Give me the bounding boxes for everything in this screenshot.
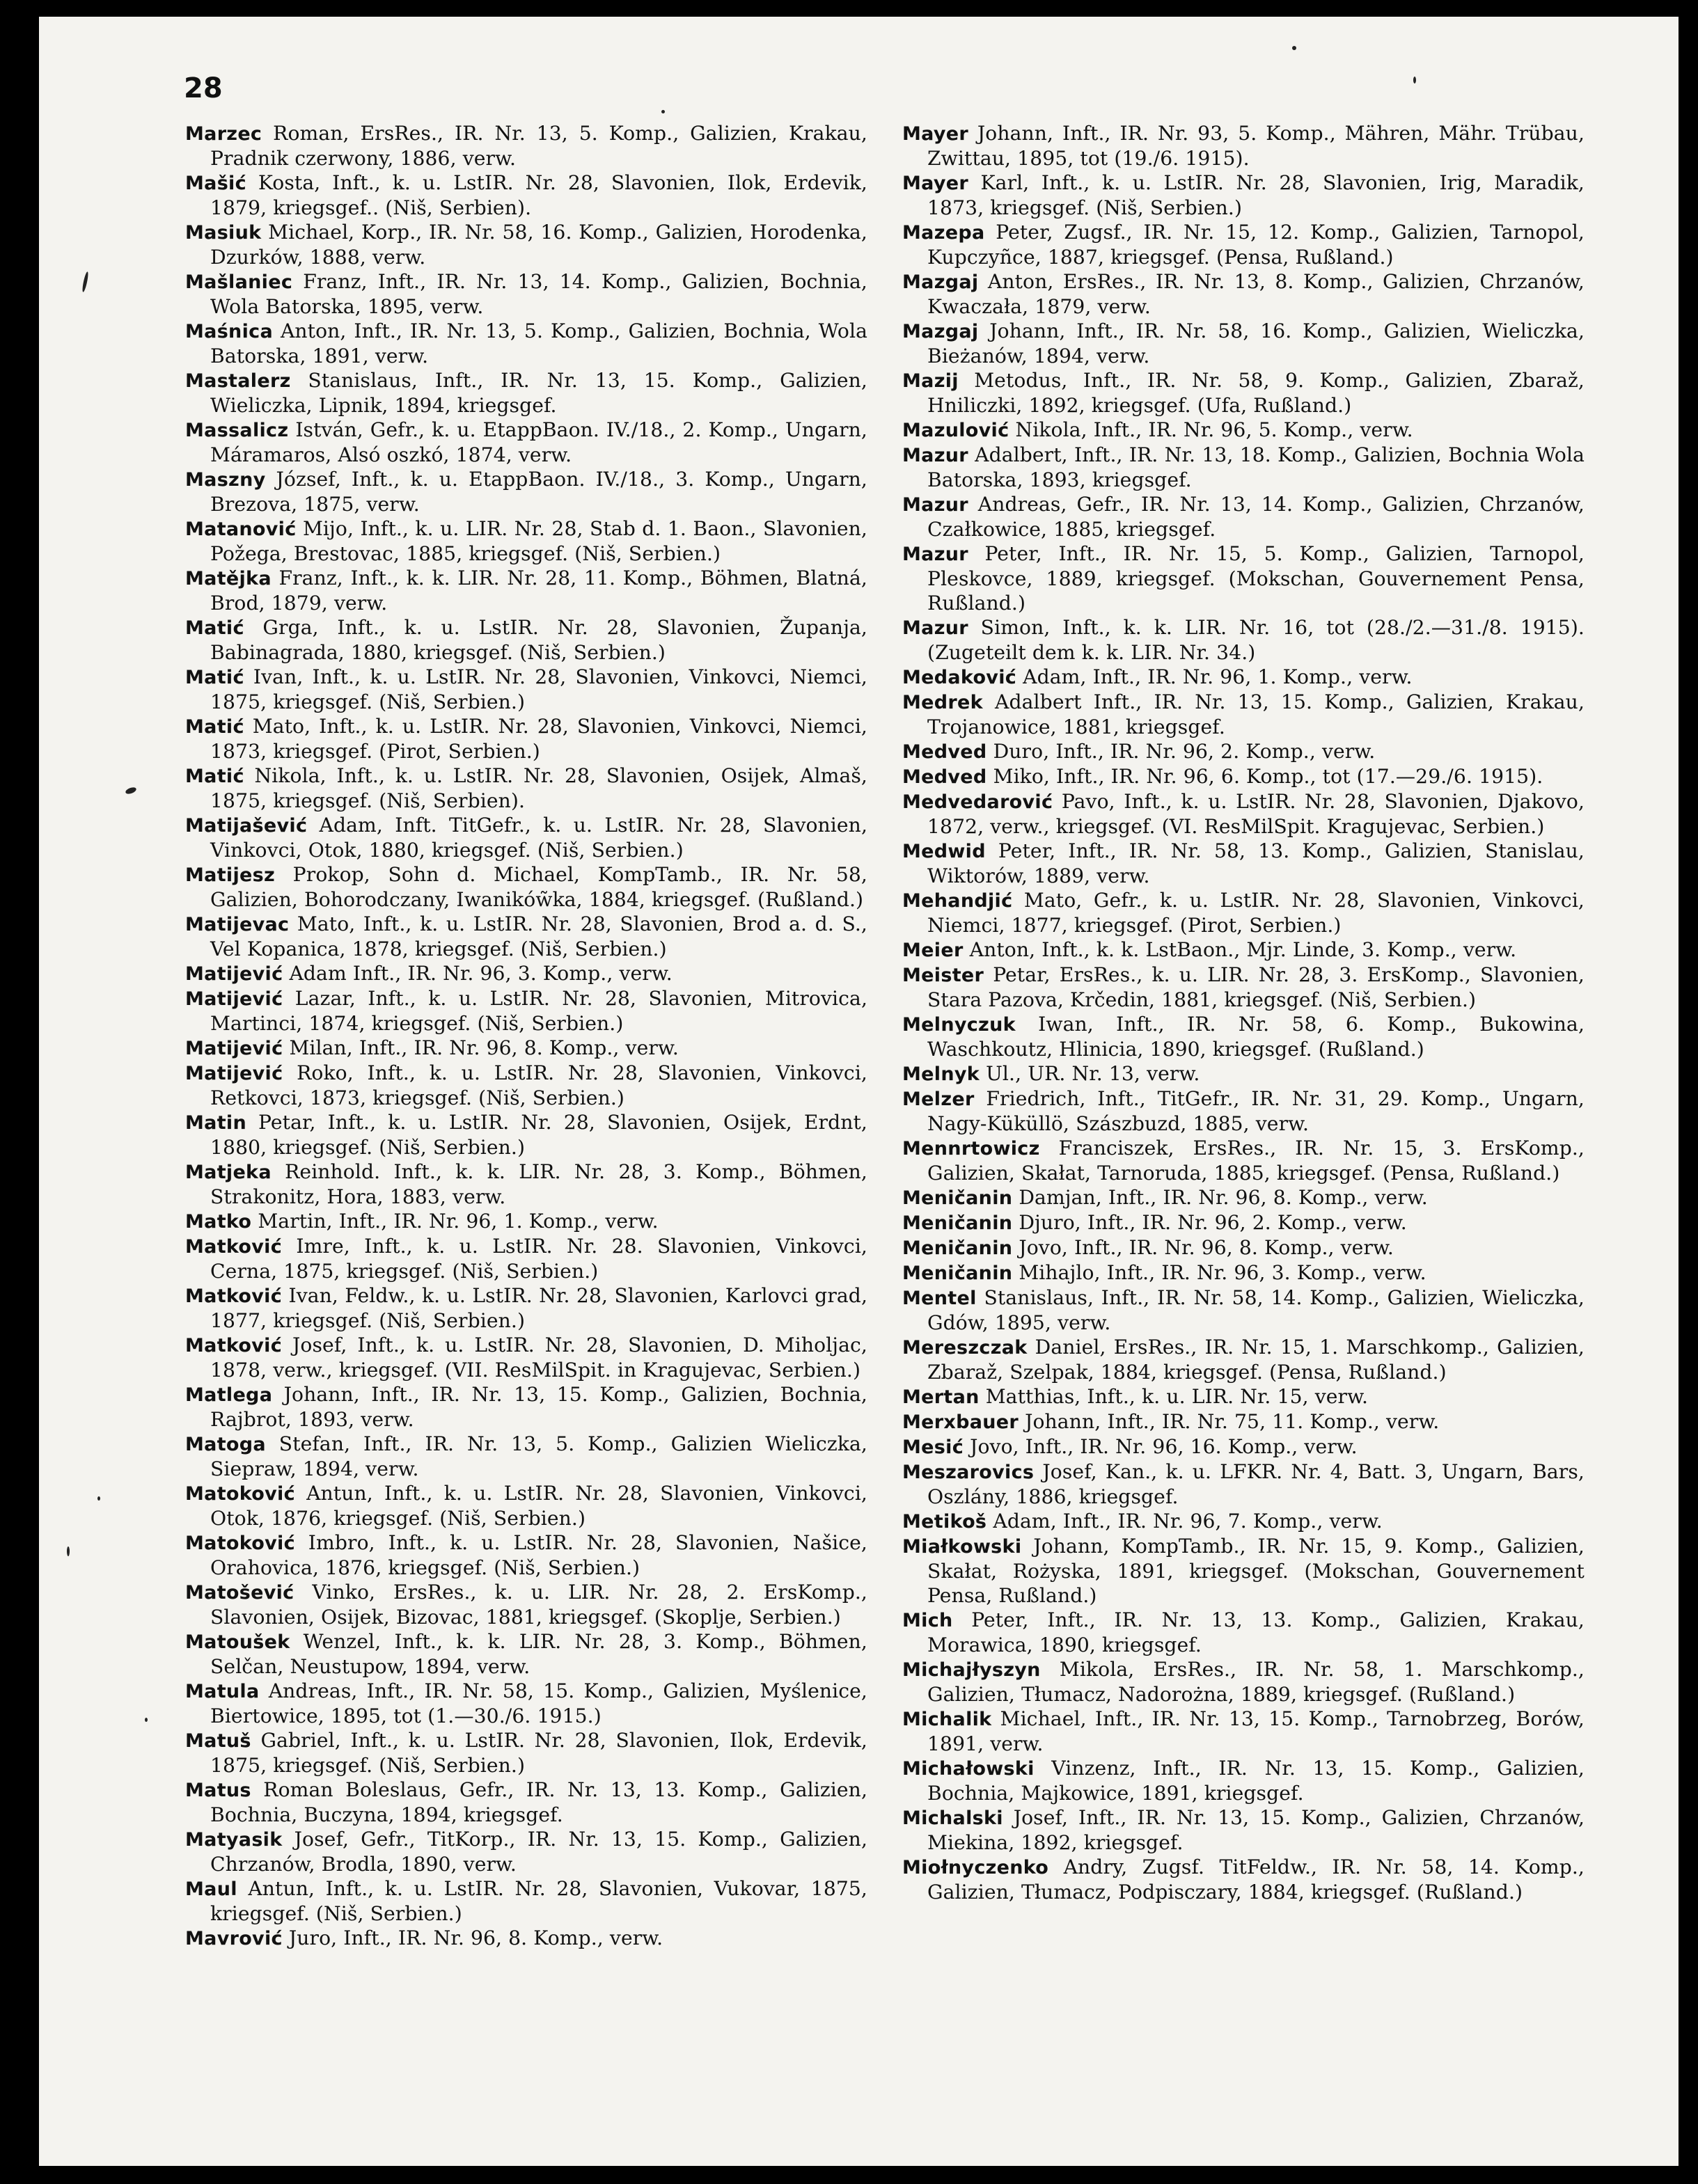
entry-details: Josef, Inft., IR. Nr. 13, 15. Komp., Galizien, Chrzanów, Miekina, 1892, kriegsgef. bbox=[927, 1806, 1585, 1854]
entry-details: Nikola, Inft., k. u. LstIR. Nr. 28, Slavonien, Osijek, Almaš, 1875, kriegsgef. (Niš, Serbien). bbox=[210, 764, 867, 812]
entry-surname: Matoga bbox=[185, 1434, 266, 1455]
entry-surname: Matin bbox=[185, 1112, 246, 1134]
entry-details: Wenzel, Inft., k. k. LIR. Nr. 28, 3. Komp., Böhmen, Selčan, Neustupow, 1894, verw. bbox=[210, 1630, 867, 1678]
register-entry bbox=[902, 1285, 1585, 1335]
entry-details: Vinzenz, Inft., IR. Nr. 13, 15. Komp., Galizien, Bochnia, Majkowice, 1891, kriegsgef. bbox=[927, 1757, 1585, 1805]
entry-surname: Mentel bbox=[902, 1288, 977, 1309]
entry-surname: Matko bbox=[185, 1211, 252, 1233]
register-entry bbox=[185, 1827, 867, 1876]
entry-details: Andry, Zugsf. TitFeldw., IR. Nr. 58, 14. Komp., Galizien, Tłumacz, Podpisczary, 1884, kriegsgef. (Rußland.) bbox=[927, 1855, 1585, 1904]
register-entry bbox=[185, 467, 867, 516]
entry-surname: Matić bbox=[185, 617, 244, 639]
register-entry bbox=[185, 1061, 867, 1110]
entry-surname: Mastalerz bbox=[185, 370, 291, 392]
entry-details: Djuro, Inft., IR. Nr. 96, 2. Komp., verw. bbox=[1012, 1211, 1407, 1234]
register-entry bbox=[902, 1185, 1585, 1210]
entry-details: Nikola, Inft., IR. Nr. 96, 5. Komp., verw. bbox=[1009, 418, 1413, 441]
entry-details: Michael, Korp., IR. Nr. 58, 16. Komp., Galizien, Horodenka, Dzurków, 1888, verw. bbox=[210, 221, 867, 269]
entry-surname: Meničanin bbox=[902, 1263, 1013, 1284]
entry-surname: Mazgaj bbox=[902, 321, 979, 342]
entry-surname: Medwid bbox=[902, 841, 986, 862]
register-entry bbox=[185, 566, 867, 615]
register-entry bbox=[185, 986, 867, 1036]
register-entry bbox=[185, 1110, 867, 1160]
entry-details: Metodus, Inft., IR. Nr. 58, 9. Komp., Galizien, Zbaraž, Hniliczki, 1892, kriegsgef. (Ufa, Rußland.) bbox=[927, 369, 1585, 417]
entry-surname: Melnyczuk bbox=[902, 1014, 1016, 1036]
entry-details: Adalbert, Inft., IR. Nr. 13, 18. Komp., Galizien, Bochnia Wola Batorska, 1893, kriegsgef. bbox=[927, 443, 1585, 491]
entry-details: Stanislaus, Inft., IR. Nr. 58, 14. Komp., Galizien, Wieliczka, Gdów, 1895, verw. bbox=[927, 1286, 1585, 1334]
register-entry bbox=[185, 714, 867, 763]
register-entry bbox=[185, 1926, 867, 1951]
register-entry bbox=[902, 269, 1585, 319]
entry-details: Mato, Inft., k. u. LstIR. Nr. 28, Slavonien, Vinkovci, Niemci, 1873, kriegsgef. (Pirot, Serbien.) bbox=[210, 715, 867, 763]
register-entry bbox=[185, 862, 867, 912]
register-entry bbox=[902, 665, 1585, 690]
entry-details: Petar, ErsRes., k. u. LIR. Nr. 28, 3. ErsKomp., Slavonien, Stara Pazova, Krčedin, 1881, kriegsgef. (Niš, Serbien.) bbox=[927, 963, 1585, 1011]
entry-details: József, Inft., k. u. EtappBaon. IV./18., 3. Komp., Ungarn, Brezova, 1875, verw. bbox=[210, 468, 867, 516]
register-entry bbox=[185, 1160, 867, 1209]
entry-surname: Massalicz bbox=[185, 420, 289, 441]
entry-details: Iwan, Inft., IR. Nr. 58, 6. Komp., Bukowina, Waschkoutz, Hlinicia, 1890, kriegsgef. (Rußland.) bbox=[927, 1013, 1585, 1061]
entry-details: Imre, Inft., k. u. LstIR. Nr. 28. Slavonien, Vinkovci, Cerna, 1875, kriegsgef. (Niš, Serbien.) bbox=[210, 1235, 867, 1283]
entry-surname: Medrek bbox=[902, 692, 983, 713]
register-entry bbox=[185, 516, 867, 566]
entry-surname: Melzer bbox=[902, 1089, 975, 1110]
register-entry bbox=[902, 1756, 1585, 1805]
entry-details: Ul., UR. Nr. 13, verw. bbox=[980, 1062, 1200, 1085]
entry-details: Gabriel, Inft., k. u. LstIR. Nr. 28, Slavonien, Ilok, Erdevik, 1875, kriegsgef. (Niš, Serbien.) bbox=[210, 1729, 867, 1777]
entry-surname: Matus bbox=[185, 1780, 251, 1801]
register-entry bbox=[185, 1036, 867, 1061]
entry-details: Ivan, Inft., k. u. LstIR. Nr. 28, Slavonien, Vinkovci, Niemci, 1875, kriegsgef. (Niš, Serbien.) bbox=[210, 665, 867, 713]
entry-surname: Matlega bbox=[185, 1384, 273, 1406]
entry-surname: Mazij bbox=[902, 370, 959, 392]
entry-surname: Matijašević bbox=[185, 815, 308, 837]
entry-surname: Mašić bbox=[185, 173, 246, 194]
register-entry bbox=[902, 1509, 1585, 1534]
entry-details: Martin, Inft., IR. Nr. 96, 1. Komp., verw. bbox=[251, 1210, 659, 1233]
register-entry bbox=[185, 1234, 867, 1283]
register-entry bbox=[185, 171, 867, 220]
entry-details: Peter, Inft., IR. Nr. 15, 5. Komp., Galizien, Tarnopol, Pleskovce, 1889, kriegsgef. (Mokschan, Gouvernement Pensa, Rußland.) bbox=[927, 542, 1585, 615]
right-column bbox=[902, 121, 1585, 1904]
scan-speck bbox=[125, 786, 137, 796]
entry-details: Grga, Inft., k. u. LstIR. Nr. 28, Slavonien, Županja, Babinagrada, 1880, kriegsgef. (Niš, Serbien.) bbox=[210, 616, 867, 664]
entry-details: Reinhold. Inft., k. k. LIR. Nr. 28, 3. Komp., Böhmen, Strakonitz, Hora, 1883, verw. bbox=[210, 1160, 867, 1208]
register-entry bbox=[185, 1333, 867, 1382]
entry-details: Roman Boleslaus, Gefr., IR. Nr. 13, 13. Komp., Galizien, Bochnia, Buczyna, 1894, kriegsgef. bbox=[210, 1778, 867, 1826]
entry-details: Miko, Inft., IR. Nr. 96, 6. Komp., tot (17.—29./6. 1915). bbox=[986, 765, 1543, 788]
entry-surname: Mazur bbox=[902, 617, 968, 639]
register-entry bbox=[185, 1778, 867, 1827]
entry-details: Ivan, Feldw., k. u. LstIR. Nr. 28, Slavonien, Karlovci grad, 1877, kriegsgef. (Niš, Serbien.) bbox=[210, 1284, 867, 1332]
entry-surname: Meničanin bbox=[902, 1237, 1013, 1259]
page-number: 28 bbox=[184, 72, 223, 104]
entry-details: Adalbert Inft., IR. Nr. 13, 15. Komp., Galizien, Krakau, Trojanowice, 1881, kriegsgef. bbox=[927, 690, 1585, 738]
entry-surname: Mennrtowicz bbox=[902, 1138, 1040, 1160]
register-entry bbox=[185, 1876, 867, 1926]
entry-details: Roman, ErsRes., IR. Nr. 13, 5. Komp., Galizien, Krakau, Pradnik czerwony, 1886, verw. bbox=[210, 122, 867, 170]
entry-details: Damjan, Inft., IR. Nr. 96, 8. Komp., verw. bbox=[1012, 1186, 1428, 1209]
entry-surname: Miałkowski bbox=[902, 1536, 1022, 1558]
entry-surname: Matijević bbox=[185, 988, 283, 1010]
entry-surname: Matić bbox=[185, 716, 244, 738]
register-entry bbox=[185, 319, 867, 368]
entry-surname: Mayer bbox=[902, 123, 968, 145]
entry-details: Roko, Inft., k. u. LstIR. Nr. 28, Slavonien, Vinkovci, Retkovci, 1873, kriegsgef. (Niš, Serbien.) bbox=[210, 1061, 867, 1109]
register-entry bbox=[902, 1855, 1585, 1904]
register-entry bbox=[902, 418, 1585, 443]
entry-surname: Meničanin bbox=[902, 1212, 1013, 1234]
entry-surname: Maul bbox=[185, 1878, 237, 1900]
entry-details: Peter, Inft., IR. Nr. 58, 13. Komp., Galizien, Stanislau, Wiktorów, 1889, verw. bbox=[927, 839, 1585, 887]
entry-details: Josef, Kan., k. u. LFKR. Nr. 4, Batt. 3, Ungarn, Bars, Oszlány, 1886, kriegsgef. bbox=[927, 1460, 1585, 1508]
entry-details: Peter, Inft., IR. Nr. 13, 13. Komp., Galizien, Krakau, Morawica, 1890, kriegsgef. bbox=[927, 1608, 1585, 1656]
entry-surname: Matjeka bbox=[185, 1162, 272, 1183]
register-entry bbox=[185, 1580, 867, 1629]
scan-border-bottom bbox=[0, 2166, 1698, 2184]
entry-surname: Masiuk bbox=[185, 222, 262, 244]
scan-speck bbox=[1413, 77, 1416, 84]
entry-surname: Matošević bbox=[185, 1582, 294, 1604]
entry-surname: Matić bbox=[185, 667, 244, 688]
entry-details: Lazar, Inft., k. u. LstIR. Nr. 28, Slavonien, Mitrovica, Martinci, 1874, kriegsgef. (Niš, Serbien.) bbox=[210, 987, 867, 1035]
entry-surname: Matijević bbox=[185, 1063, 283, 1084]
register-entry bbox=[902, 690, 1585, 739]
entry-surname: Matějka bbox=[185, 568, 272, 589]
entry-details: Anton, Inft., k. k. LstBaon., Mjr. Linde, 3. Komp., verw. bbox=[963, 938, 1517, 961]
register-entry bbox=[902, 739, 1585, 764]
register-entry bbox=[902, 1608, 1585, 1657]
entry-surname: Matijesz bbox=[185, 864, 276, 886]
entry-details: Antun, Inft., k. u. LstIR. Nr. 28, Slavonien, Vukovar, 1875, kriegsgef. (Niš, Serbien.) bbox=[210, 1877, 867, 1925]
entry-details: Adam Inft., IR. Nr. 96, 3. Komp., verw. bbox=[283, 962, 673, 985]
entry-surname: Meszarovics bbox=[902, 1462, 1035, 1483]
register-entry bbox=[902, 1805, 1585, 1855]
scan-border-top bbox=[0, 0, 1698, 17]
entry-surname: Matijević bbox=[185, 1038, 283, 1059]
register-entry bbox=[902, 615, 1585, 665]
entry-details: Johann, Inft., IR. Nr. 93, 5. Komp., Mähren, Mähr. Trübau, Zwittau, 1895, tot (19./6. 1915). bbox=[927, 122, 1585, 170]
entry-surname: Mazulović bbox=[902, 420, 1009, 441]
entry-details: Michael, Inft., IR. Nr. 13, 15. Komp., Tarnobrzeg, Borów, 1891, verw. bbox=[927, 1707, 1585, 1755]
register-entry bbox=[185, 1209, 867, 1234]
entry-surname: Matković bbox=[185, 1335, 283, 1356]
entry-surname: Miołnyczenko bbox=[902, 1857, 1049, 1878]
register-entry bbox=[902, 1260, 1585, 1285]
entry-details: Karl, Inft., k. u. LstIR. Nr. 28, Slavonien, Irig, Maradik, 1873, kriegsgef. (Niš, Serbien.) bbox=[927, 171, 1585, 219]
entry-surname: Medved bbox=[902, 741, 987, 763]
entry-surname: Matoušek bbox=[185, 1631, 290, 1653]
entry-details: Johann, KompTamb., IR. Nr. 15, 9. Komp., Galizien, Skałat, Rożyska, 1891, kriegsgef. (Mokschan, Gouvernement Pensa, Rußland.) bbox=[927, 1535, 1585, 1607]
register-entry bbox=[902, 171, 1585, 220]
entry-details: Jovo, Inft., IR. Nr. 96, 8. Komp., verw. bbox=[1012, 1236, 1394, 1259]
entry-details: Mato, Gefr., k. u. LstIR. Nr. 28, Slavonien, Vinkovci, Niemci, 1877, kriegsgef. (Pirot, Serbien.) bbox=[927, 889, 1585, 937]
entry-surname: Merxbauer bbox=[902, 1411, 1019, 1433]
entry-details: Mihajlo, Inft., IR. Nr. 96, 3. Komp., verw. bbox=[1012, 1261, 1426, 1284]
entry-details: Kosta, Inft., k. u. LstIR. Nr. 28, Slavonien, Ilok, Erdevik, 1879, kriegsgef.. (Niš, Serbien). bbox=[210, 171, 867, 219]
register-entry bbox=[902, 1657, 1585, 1707]
entry-details: Daniel, ErsRes., IR. Nr. 15, 1. Marschkomp., Galizien, Zbaraž, Szelpak, 1884, kriegsgef. (Pensa, Rußland.) bbox=[927, 1336, 1585, 1384]
entry-details: Josef, Inft., k. u. LstIR. Nr. 28, Slavonien, D. Miholjac, 1878, verw., kriegsgef. (VII. ResMilSpit. in Kragujevac, Serbien.) bbox=[210, 1334, 867, 1382]
entry-surname: Meister bbox=[902, 965, 984, 986]
entry-details: Vinko, ErsRes., k. u. LIR. Nr. 28, 2. ErsKomp., Slavonien, Osijek, Bizovac, 1881, kriegsgef. (Skoplje, Serbien.) bbox=[210, 1581, 867, 1629]
register-entry bbox=[902, 368, 1585, 418]
entry-details: Milan, Inft., IR. Nr. 96, 8. Komp., verw. bbox=[283, 1036, 679, 1059]
left-column bbox=[185, 121, 867, 1951]
entry-details: Johann, Inft., IR. Nr. 13, 15. Komp., Galizien, Bochnia, Rajbrot, 1893, verw. bbox=[210, 1383, 867, 1431]
entry-surname: Matković bbox=[185, 1285, 283, 1307]
register-entry bbox=[185, 1728, 867, 1778]
register-entry bbox=[185, 912, 867, 961]
register-entry bbox=[185, 1530, 867, 1580]
register-entry bbox=[185, 1283, 867, 1333]
register-entry bbox=[902, 1086, 1585, 1136]
entry-surname: Mazur bbox=[902, 494, 968, 516]
entry-surname: Maszny bbox=[185, 469, 266, 491]
register-entry bbox=[902, 789, 1585, 839]
register-entry bbox=[902, 1534, 1585, 1608]
entry-surname: Matula bbox=[185, 1681, 260, 1702]
register-entry bbox=[902, 1061, 1585, 1086]
register-entry bbox=[902, 764, 1585, 789]
entry-details: Franz, Inft., IR. Nr. 13, 14. Komp., Galizien, Bochnia, Wola Batorska, 1895, verw. bbox=[210, 270, 867, 318]
entry-surname: Mesić bbox=[902, 1437, 964, 1458]
scan-speck bbox=[67, 1546, 70, 1556]
scan-speck bbox=[81, 271, 89, 292]
register-entry bbox=[185, 1629, 867, 1679]
entry-details: Duro, Inft., IR. Nr. 96, 2. Komp., verw. bbox=[986, 740, 1376, 763]
scan-speck bbox=[1292, 46, 1296, 50]
register-entry bbox=[902, 1707, 1585, 1756]
entry-details: Jovo, Inft., IR. Nr. 96, 16. Komp., verw. bbox=[964, 1435, 1358, 1458]
entry-details: Petar, Inft., k. u. LstIR. Nr. 28, Slavonien, Osijek, Erdnt, 1880, kriegsgef. (Niš, Serbien.) bbox=[210, 1111, 867, 1159]
register-entry bbox=[185, 665, 867, 714]
entry-details: Peter, Zugsf., IR. Nr. 15, 12. Komp., Galizien, Tarnopol, Kupczyñce, 1887, kriegsgef. (Pensa, Rußland.) bbox=[927, 221, 1585, 269]
register-entry bbox=[185, 269, 867, 319]
entry-details: Johann, Inft., IR. Nr. 75, 11. Komp., verw. bbox=[1019, 1410, 1440, 1433]
entry-surname: Mazur bbox=[902, 544, 968, 565]
entry-details: Stanislaus, Inft., IR. Nr. 13, 15. Komp., Galizien, Wieliczka, Lipnik, 1894, kriegsgef. bbox=[210, 369, 867, 417]
entry-details: Matthias, Inft., k. u. LIR. Nr. 15, verw. bbox=[979, 1385, 1369, 1408]
entry-surname: Medvedarović bbox=[902, 791, 1053, 813]
register-entry bbox=[902, 541, 1585, 615]
entry-surname: Medved bbox=[902, 766, 987, 788]
entry-surname: Mavrović bbox=[185, 1928, 283, 1949]
entry-surname: Matijevac bbox=[185, 914, 290, 935]
register-entry bbox=[902, 492, 1585, 541]
entry-surname: Michałowski bbox=[902, 1758, 1035, 1780]
entry-details: Adam, Inft., IR. Nr. 96, 7. Komp., verw. bbox=[986, 1510, 1383, 1533]
entry-details: Anton, Inft., IR. Nr. 13, 5. Komp., Galizien, Bochnia, Wola Batorska, 1891, verw. bbox=[210, 319, 867, 367]
entry-details: Mikola, ErsRes., IR. Nr. 58, 1. Marschkomp., Galizien, Tłumacz, Nadorożna, 1889, kriegsgef. (Rußland.) bbox=[927, 1658, 1585, 1706]
register-entry bbox=[902, 1409, 1585, 1434]
entry-surname: Matanović bbox=[185, 519, 297, 540]
register-entry bbox=[185, 763, 867, 813]
entry-details: Stefan, Inft., IR. Nr. 13, 5. Komp., Galizien Wieliczka, Siepraw, 1894, verw. bbox=[210, 1432, 867, 1480]
entry-surname: Meier bbox=[902, 940, 964, 961]
register-entry bbox=[185, 368, 867, 418]
register-entry bbox=[902, 839, 1585, 888]
register-entry bbox=[902, 1459, 1585, 1509]
entry-details: Antun, Inft., k. u. LstIR. Nr. 28, Slavonien, Vinkovci, Otok, 1876, kriegsgef. (Niš, Serbien.) bbox=[210, 1482, 867, 1530]
entry-details: Prokop, Sohn d. Michael, KompTamb., IR. Nr. 58, Galizien, Bohorodczany, Iwaników̃ka, 1884, kriegsgef. (Rußland.) bbox=[210, 863, 867, 911]
entry-details: Johann, Inft., IR. Nr. 58, 16. Komp., Galizien, Wieliczka, Bieżanów, 1894, verw. bbox=[927, 319, 1585, 367]
entry-surname: Mazgaj bbox=[902, 271, 979, 293]
entry-surname: Mereszczak bbox=[902, 1337, 1028, 1359]
entry-surname: Matoković bbox=[185, 1483, 295, 1505]
entry-surname: Metikoš bbox=[902, 1511, 987, 1533]
entry-details: Friedrich, Inft., TitGefr., IR. Nr. 31, 29. Komp., Ungarn, Nagy-Küküllö, Szászbuzd, 1885, verw. bbox=[927, 1087, 1585, 1135]
entry-surname: Mašlaniec bbox=[185, 271, 293, 293]
register-entry bbox=[185, 1382, 867, 1432]
entry-surname: Mich bbox=[902, 1610, 953, 1631]
entry-surname: Mehandjić bbox=[902, 890, 1013, 912]
register-entry bbox=[902, 888, 1585, 937]
register-entry bbox=[902, 1235, 1585, 1260]
scan-border-right bbox=[1679, 0, 1698, 2184]
entry-surname: Michalski bbox=[902, 1807, 1003, 1829]
register-entry bbox=[185, 961, 867, 986]
entry-surname: Maśnica bbox=[185, 321, 273, 342]
register-entry bbox=[902, 1434, 1585, 1459]
register-entry bbox=[902, 319, 1585, 368]
register-entry bbox=[902, 1210, 1585, 1235]
register-entry bbox=[185, 615, 867, 665]
register-entry bbox=[185, 121, 867, 171]
entry-surname: Matijević bbox=[185, 963, 283, 985]
register-entry bbox=[902, 220, 1585, 269]
entry-details: Mijo, Inft., k. u. LIR. Nr. 28, Stab d. 1. Baon., Slavonien, Požega, Brestovac, 1885, kriegsgef. (Niš, Serbien.) bbox=[210, 517, 867, 565]
entry-details: Josef, Gefr., TitKorp., IR. Nr. 13, 15. Komp., Galizien, Chrzanów, Brodla, 1890, verw. bbox=[210, 1828, 867, 1876]
scan-speck bbox=[145, 1718, 148, 1722]
entry-surname: Marzec bbox=[185, 123, 262, 145]
register-entry bbox=[185, 1432, 867, 1481]
entry-surname: Mayer bbox=[902, 173, 968, 194]
entry-details: Adam, Inft., IR. Nr. 96, 1. Komp., verw. bbox=[1016, 665, 1413, 688]
register-entry bbox=[902, 1012, 1585, 1061]
entry-surname: Michalik bbox=[902, 1709, 992, 1730]
entry-details: Andreas, Gefr., IR. Nr. 13, 14. Komp., Galizien, Chrzanów, Czałkowice, 1885, kriegsgef. bbox=[927, 493, 1585, 541]
entry-surname: Michajłyszyn bbox=[902, 1659, 1041, 1681]
register-entry bbox=[185, 813, 867, 862]
entry-surname: Matyasik bbox=[185, 1829, 283, 1851]
register-entry bbox=[185, 220, 867, 269]
register-entry bbox=[185, 1481, 867, 1530]
register-entry bbox=[902, 443, 1585, 492]
entry-details: Mato, Inft., k. u. LstIR. Nr. 28, Slavonien, Brod a. d. S., Vel Kopanica, 1878, kriegsgef. (Niš, Serbien.) bbox=[210, 912, 867, 960]
scan-speck bbox=[661, 110, 665, 113]
entry-surname: Mazepa bbox=[902, 222, 985, 244]
register-entry bbox=[902, 1384, 1585, 1409]
entry-details: István, Gefr., k. u. EtappBaon. IV./18., 2. Komp., Ungarn, Máramaros, Alsó oszkó, 1874, verw. bbox=[210, 418, 867, 466]
register-entry bbox=[902, 963, 1585, 1012]
entry-surname: Melnyk bbox=[902, 1063, 980, 1085]
register-entry bbox=[902, 121, 1585, 171]
entry-details: Simon, Inft., k. k. LIR. Nr. 16, tot (28./2.—31./8. 1915). (Zugeteilt dem k. k. LIR. Nr. 34.) bbox=[927, 616, 1585, 664]
entry-details: Imbro, Inft., k. u. LstIR. Nr. 28, Slavonien, Našice, Orahovica, 1876, kriegsgef. (Niš, Serbien.) bbox=[210, 1531, 867, 1579]
entry-details: Adam, Inft. TitGefr., k. u. LstIR. Nr. 28, Slavonien, Vinkovci, Otok, 1880, kriegsgef. (Niš, Serbien.) bbox=[210, 814, 867, 862]
register-entry bbox=[185, 418, 867, 467]
entry-surname: Mertan bbox=[902, 1386, 980, 1408]
entry-details: Franz, Inft., k. k. LIR. Nr. 28, 11. Komp., Böhmen, Blatná, Brod, 1879, verw. bbox=[210, 567, 867, 615]
register-entry bbox=[902, 937, 1585, 963]
entry-details: Juro, Inft., IR. Nr. 96, 8. Komp., verw. bbox=[282, 1926, 663, 1949]
entry-surname: Medaković bbox=[902, 667, 1017, 688]
scan-speck bbox=[97, 1496, 100, 1501]
entry-details: Pavo, Inft., k. u. LstIR. Nr. 28, Slavonien, Djakovo, 1872, verw., kriegsgef. (VI. ResMilSpit. Kragujevac, Serbien.) bbox=[927, 790, 1585, 838]
entry-details: Andreas, Inft., IR. Nr. 58, 15. Komp., Galizien, Myślenice, Biertowice, 1895, tot (1.—30./6. 1915.) bbox=[210, 1679, 867, 1727]
entry-surname: Meničanin bbox=[902, 1187, 1013, 1209]
scan-border-left bbox=[0, 0, 39, 2184]
register-entry bbox=[902, 1335, 1585, 1384]
entry-details: Anton, ErsRes., IR. Nr. 13, 8. Komp., Galizien, Chrzanów, Kwaczała, 1879, verw. bbox=[927, 270, 1585, 318]
entry-surname: Matuš bbox=[185, 1730, 251, 1752]
entry-details: Franciszek, ErsRes., IR. Nr. 15, 3. ErsKomp., Galizien, Skałat, Tarnoruda, 1885, kriegsgef. (Pensa, Rußland.) bbox=[927, 1137, 1585, 1185]
register-entry bbox=[902, 1136, 1585, 1185]
entry-surname: Mazur bbox=[902, 445, 968, 466]
entry-surname: Matković bbox=[185, 1236, 283, 1258]
entry-surname: Matoković bbox=[185, 1533, 295, 1554]
register-entry bbox=[185, 1679, 867, 1728]
entry-surname: Matić bbox=[185, 766, 244, 787]
